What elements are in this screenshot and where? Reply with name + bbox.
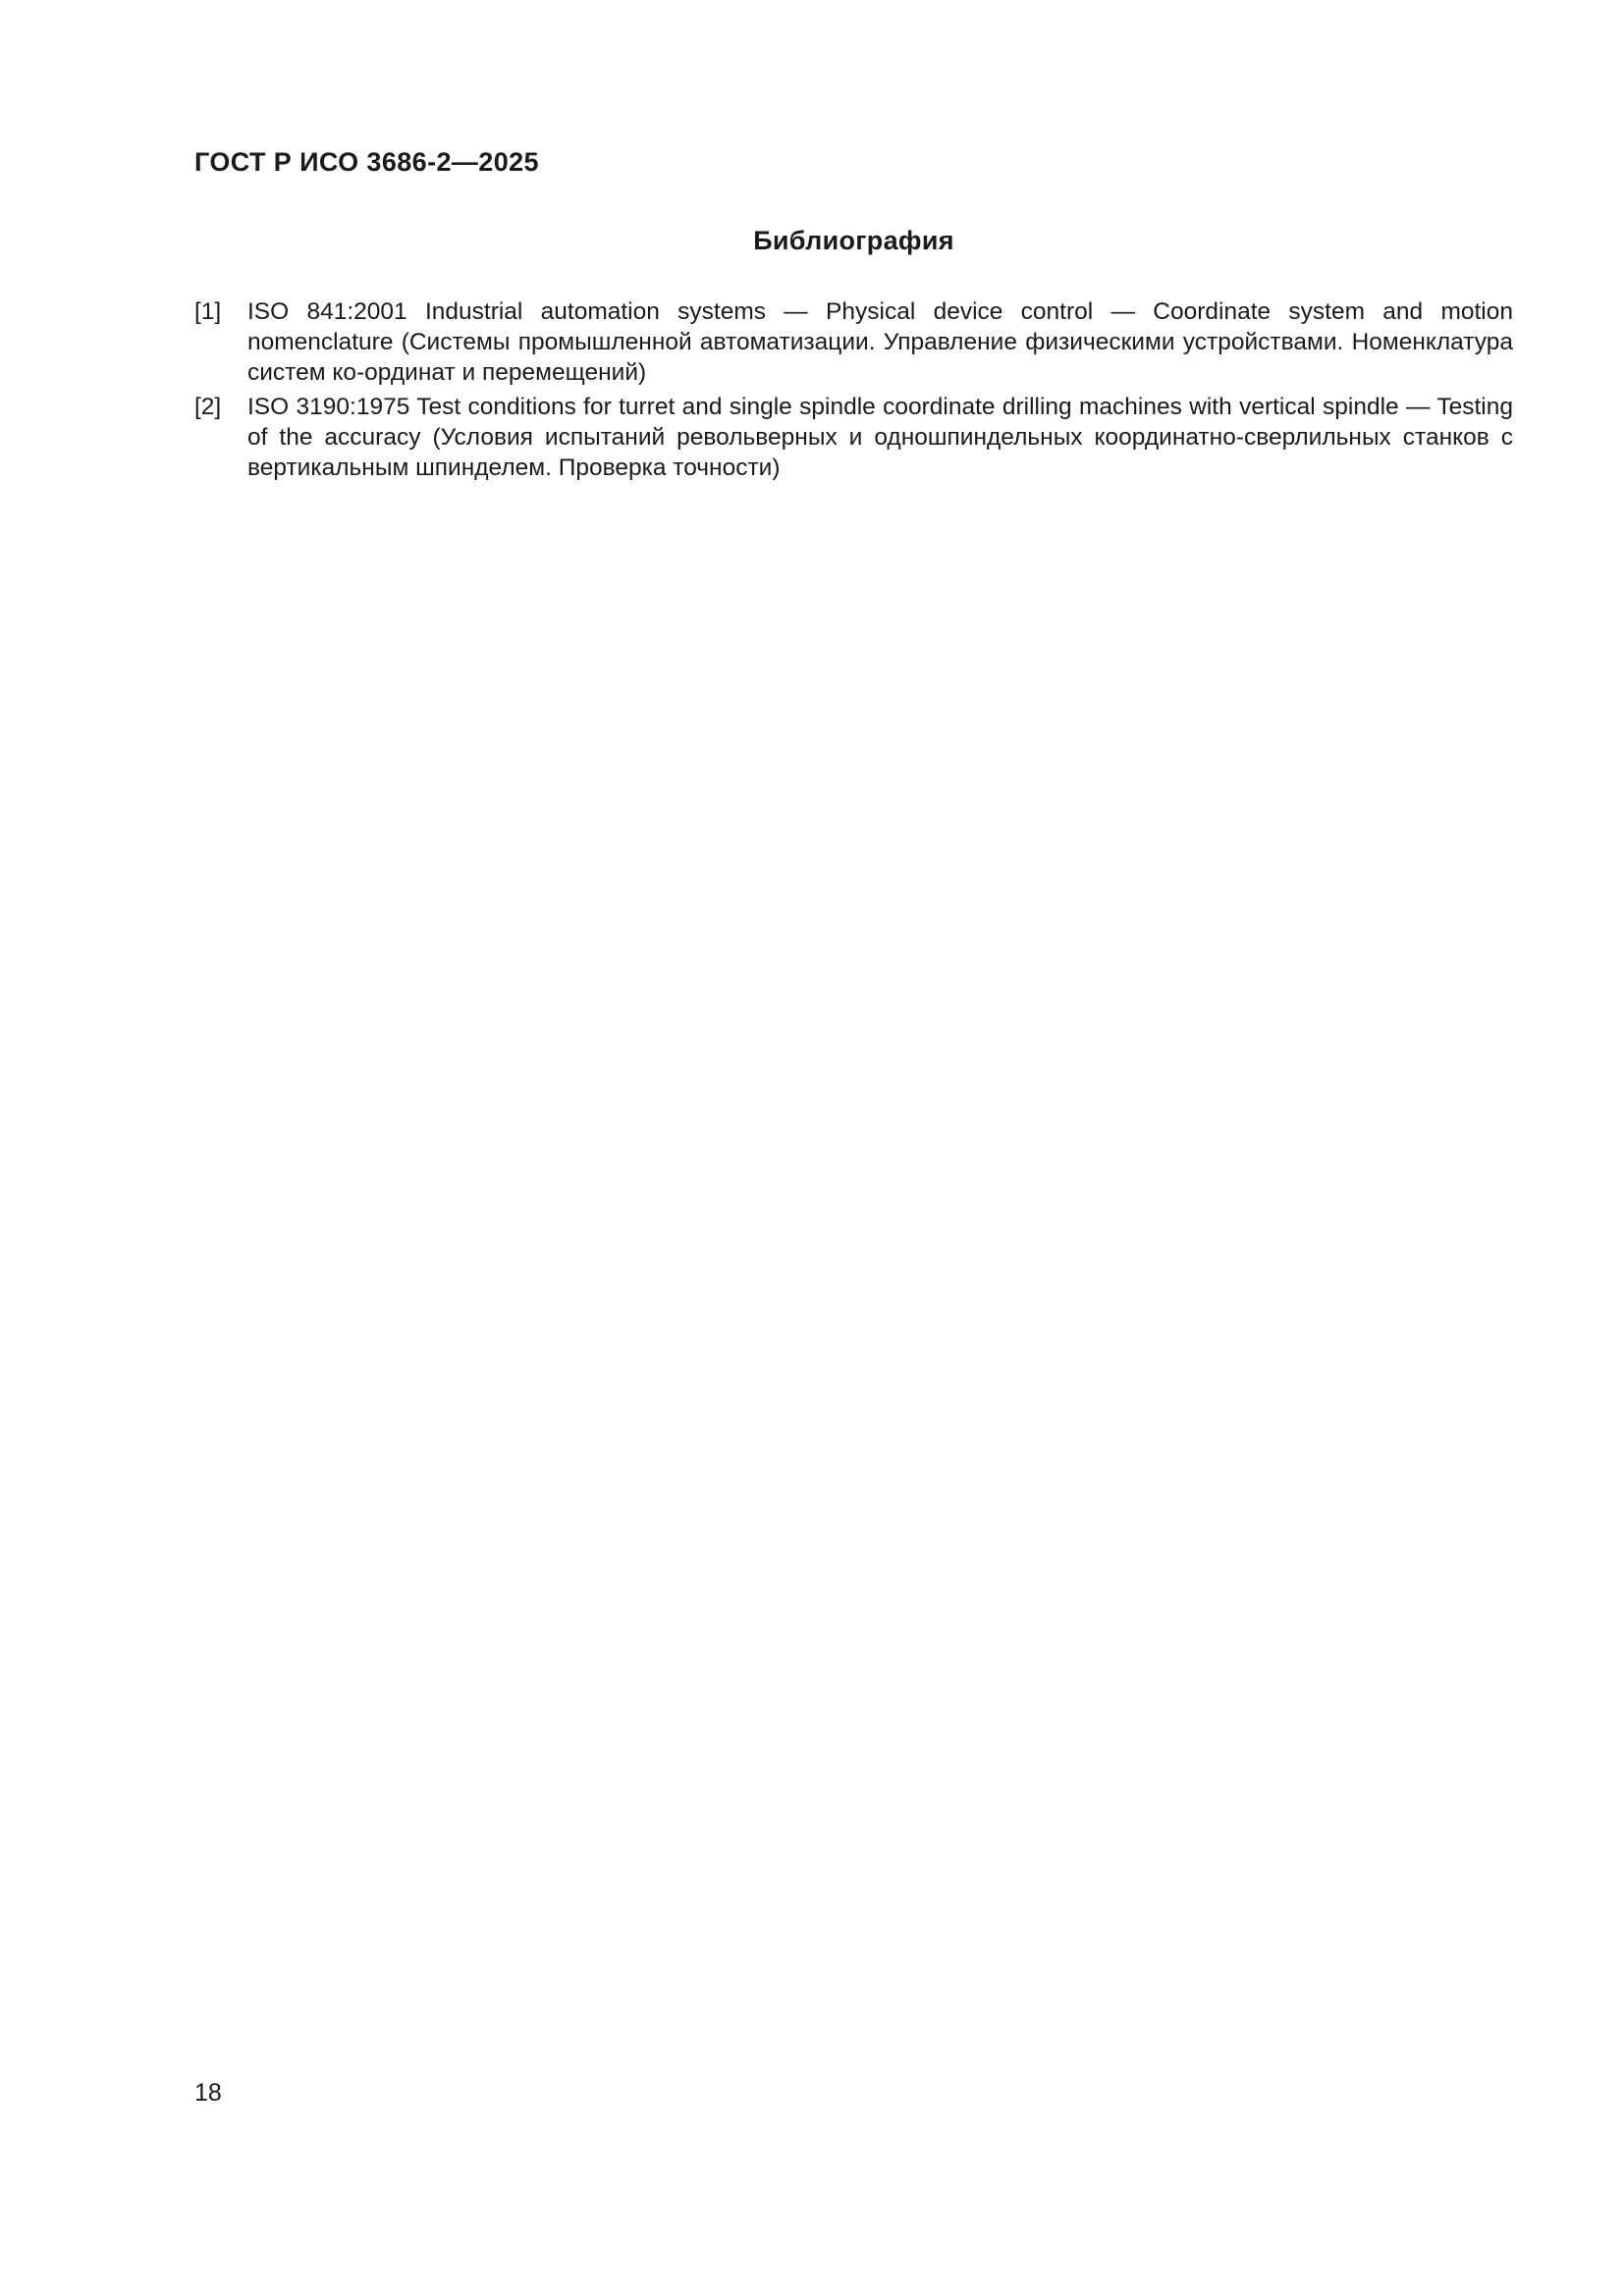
bibliography-item (194, 392, 1513, 483)
bibliography-item (194, 296, 1513, 388)
bibliography-item-number: [1] (194, 298, 222, 325)
bibliography-item-text: ISO 841:2001 Industrial automation systems — Physical device control — Coordinate system and motion nomenclature (Системы промышленной автоматизации. Управление физическими устройствами. Номенклатура систем ко-ординат и перемещений) (247, 298, 1513, 386)
bibliography-item-text: ISO 3190:1975 Test conditions for turret and single spindle coordinate drilling machines with vertical spindle — Testing of the accuracy (Условия испытаний револьверных и одношпиндельных координатно-сверлильных станков с вертикальным шпинделем. Проверка точности) (247, 394, 1513, 481)
bibliography-item-number: [2] (194, 394, 222, 420)
standard-code-header: ГОСТ Р ИСО 3686-2—2025 (194, 147, 539, 177)
bibliography-list (194, 296, 1513, 487)
section-title: Библиография (753, 226, 954, 255)
page-number: 18 (194, 2079, 222, 2107)
